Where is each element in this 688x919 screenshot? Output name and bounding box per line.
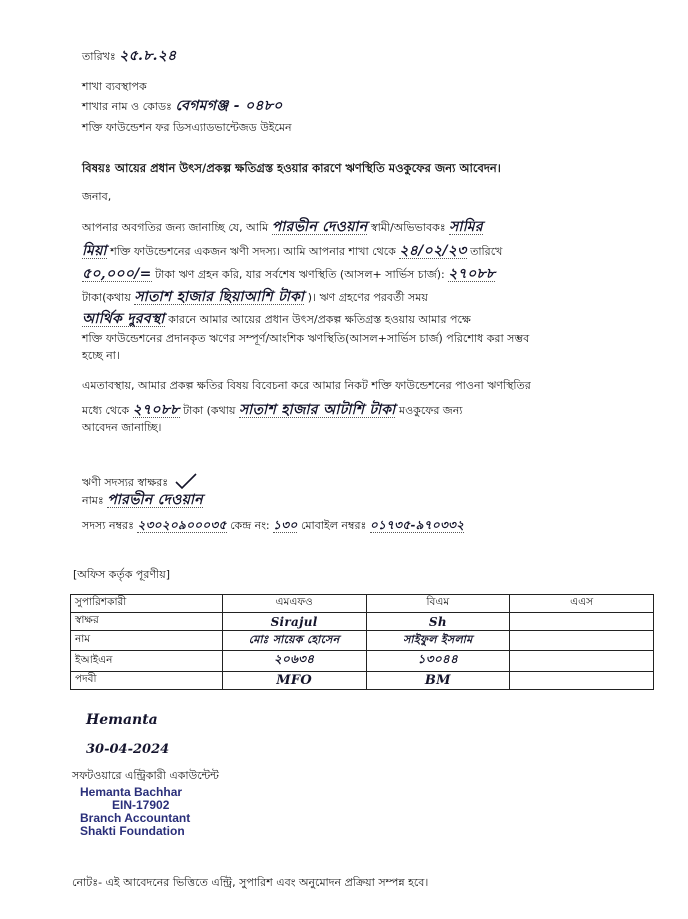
table-header-cell: এএস	[510, 595, 654, 613]
loan-amount-field: ৫০,০০০/=	[82, 266, 152, 282]
as-name	[510, 631, 654, 651]
footer-note: নোটঃ- এই আবেদনের ভিত্তিতে এন্ট্রি, সুপারিশ এবং অনুমোদন প্রক্রিয়া সম্পন্ন হবে।	[72, 876, 429, 889]
body-line-2	[82, 244, 502, 259]
text-segment: কারনে আমার আয়ের প্রধান উৎস/প্রকল্প ক্ষতিগ্রস্ত হওয়ায় আমার পক্ষে	[168, 313, 471, 326]
text-segment: শক্তি ফাউন্ডেশনের একজন ঋণী সদস্য। আমি আপনার শাখা থেকে	[110, 245, 396, 258]
body-line-9	[82, 403, 462, 418]
applicant-name-value: পারভীন দেওয়ান	[107, 492, 203, 508]
table-row	[71, 672, 654, 690]
accountant-signature: Hemanta	[86, 712, 158, 728]
mfo-designation: MFO	[222, 672, 366, 690]
accountant-date: 30-04-2024	[86, 742, 170, 757]
date-line	[82, 49, 177, 64]
text-segment: টাকা ঋণ গ্রহন করি, যার সর্বশেষ ঋণস্থিতি (আসল+ সার্ভিস চার্জ):	[155, 268, 445, 281]
body-line-7: হচ্ছে না।	[82, 349, 120, 362]
bm-ein: ১৩০৪৪	[366, 651, 510, 672]
applicant-name-line	[82, 493, 203, 508]
body-line-8: এমতাবস্থায়, আমার প্রকল্প ক্ষতির বিষয় বিবেচনা করে আমার নিকট শক্তি ফাউন্ডেশনের পাওনা ঋণস্থিতির	[82, 379, 531, 392]
guardian-field-1: সামির	[449, 219, 483, 235]
date-label: তারিখঃ	[82, 50, 116, 63]
mfo-signature: Sirajul	[222, 613, 366, 631]
text-segment: টাকা(কথায়	[82, 291, 131, 304]
loan-date-field: ২৪/০২/২৩	[399, 243, 467, 259]
text-segment: )। ঋণ গ্রহণের পরবর্তী সময়	[307, 291, 428, 304]
table-header-row	[71, 595, 654, 613]
table-row	[71, 631, 654, 651]
center-label: কেন্দ্র নং:	[230, 519, 270, 532]
mobile-value: ০১৭৩৫-৯৭০৩৩২	[369, 518, 465, 532]
waiver-amount-field: ২৭০৮৮	[132, 402, 180, 418]
table-row	[71, 651, 654, 672]
table-header-cell: বিএম	[366, 595, 510, 613]
office-section-label: [অফিস কর্তৃক পূরণীয়]	[73, 568, 170, 581]
stamp-name: Hemanta Bachhar	[80, 785, 183, 799]
text-segment: টাকা (কথায়	[183, 404, 236, 417]
row-label: পদবী	[71, 672, 223, 690]
applicant-signature-mark	[172, 472, 200, 492]
member-no-value: ২৩০২০৯০০০৩৫	[137, 518, 227, 532]
salutation: জনাব,	[82, 190, 112, 203]
table-header-cell: এমএফও	[222, 595, 366, 613]
body-line-4	[82, 290, 428, 305]
bm-designation: BM	[366, 672, 510, 690]
name-label: নামঃ	[82, 494, 104, 507]
text-segment: মওকুফের জন্য	[398, 404, 463, 417]
row-label: ইআইএন	[71, 651, 223, 672]
text-segment: আপনার অবগতির জন্য জানাচ্ছি যে, আমি	[82, 221, 269, 234]
guardian-field-2: মিয়া	[82, 243, 107, 259]
accountant-role: সফটওয়ারে এন্ট্রিকারী একাউন্টেন্ট	[72, 769, 219, 782]
applicant-signature-line	[82, 472, 200, 492]
mfo-name: মোঃ সায়েক হোসেন	[222, 631, 366, 651]
reason-field: আর্থিক দুরবস্থা	[82, 311, 165, 327]
branch-name-label: শাখার নাম ও কোডঃ	[82, 100, 172, 113]
text-segment: মধ্যে থেকে	[82, 404, 130, 417]
mobile-label: মোবাইল নম্বরঃ	[300, 519, 367, 532]
branch-line	[82, 99, 283, 114]
body-line-10: আবেদন জানাচ্ছি।	[82, 421, 162, 434]
loan-balance-field: ২৭০৮৮	[448, 266, 496, 282]
bm-name: সাইফুল ইসলাম	[366, 631, 510, 651]
table-row	[71, 613, 654, 631]
signature-label: ঋণী সদস্যর স্বাক্ষরঃ	[82, 476, 169, 489]
applicant-ids-line	[82, 518, 464, 533]
stamp-org: Shakti Foundation	[80, 824, 185, 838]
balance-words-field: সাতাশ হাজার ছিয়াআশি টাকা	[134, 289, 305, 305]
branch-name-value: বেগমগঞ্জ - ০৪৮০	[175, 98, 283, 114]
text-segment: তারিখে	[470, 245, 503, 258]
as-ein	[510, 651, 654, 672]
date-value: ২৫.৮.২৪	[119, 48, 177, 64]
branch-manager: শাখা ব্যবস্থাপক	[82, 80, 147, 93]
subject-line: বিষয়ঃ আয়ের প্রধান উৎস/প্রকল্প ক্ষতিগ্রস্ত হওয়ার কারণে ঋণস্থিতি মওকুফের জন্য আবেদন।	[82, 161, 501, 175]
stamp-title: Branch Accountant	[80, 811, 191, 825]
bm-signature: Sh	[366, 613, 510, 631]
organization-name: শক্তি ফাউন্ডেশন ফর ডিসএ্যাডভান্টেজড উইমেন	[82, 121, 292, 134]
applicant-name-field: পারভীন দেওয়ান	[271, 219, 368, 235]
row-label: স্বাক্ষর	[71, 613, 223, 631]
row-label: নাম	[71, 631, 223, 651]
as-signature	[510, 613, 654, 631]
recommendation-table	[70, 594, 654, 690]
center-value: ১৩০	[273, 518, 298, 532]
stamp-ein: EIN-17902	[112, 798, 170, 812]
body-line-6: শক্তি ফাউন্ডেশনের প্রদানকৃত ঋণের সম্পূর্ণ/আংশিক ঋণস্থিতি(আসল+সার্ভিস চার্জ) পরিশোধ করা সম্ভব	[82, 332, 530, 345]
body-line-5	[82, 312, 471, 327]
mfo-ein: ২০৬৩৪	[222, 651, 366, 672]
text-segment: স্বামী/অভিভাবকঃ	[370, 221, 446, 234]
table-header-cell: সুপারিশকারী	[71, 595, 223, 613]
body-line-1	[82, 220, 483, 235]
as-designation	[510, 672, 654, 690]
body-line-3	[82, 267, 495, 282]
accountant-stamp	[80, 786, 190, 838]
member-no-label: সদস্য নম্বরঃ	[82, 519, 134, 532]
waiver-words-field: সাতাশ হাজার আটাশি টাকা	[238, 402, 396, 418]
